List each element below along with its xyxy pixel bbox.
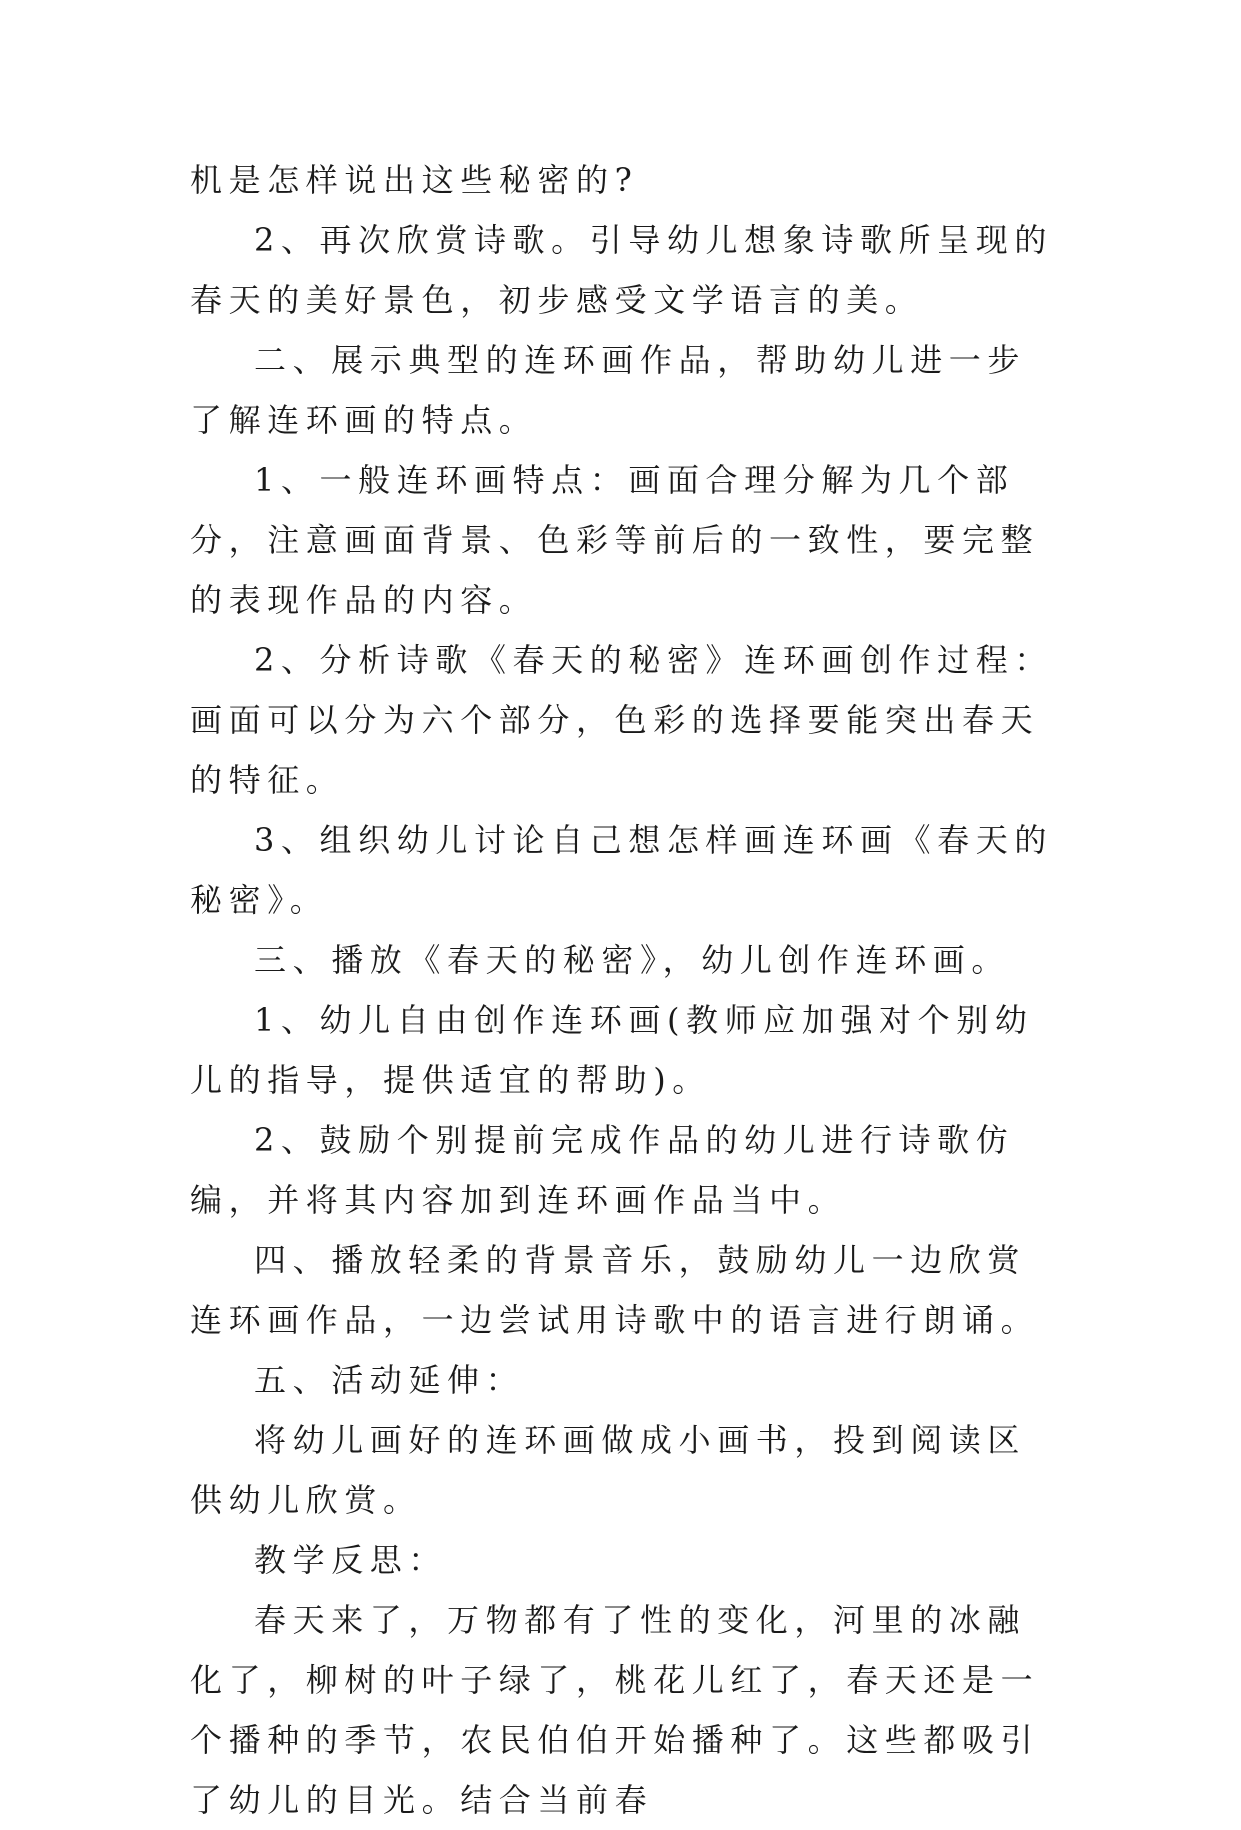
document-body bbox=[190, 150, 1060, 1830]
section-heading: 二、展示典型的连环画作品，帮助幼儿进一步了解连环画的特点。 bbox=[190, 341, 1027, 439]
paragraph: 2、再次欣赏诗歌。引导幼儿想象诗歌所呈现的春天的美好景色，初步感受文学语言的美。 bbox=[190, 221, 1053, 319]
section-heading: 五、活动延伸： bbox=[254, 1361, 525, 1399]
paragraph: 2、鼓励个别提前完成作品的幼儿进行诗歌仿编，并将其内容加到连环画作品当中。 bbox=[190, 1121, 1015, 1219]
section-heading: 三、播放《春天的秘密》，幼儿创作连环画。 bbox=[254, 941, 1011, 979]
section-heading: 教学反思： bbox=[254, 1541, 448, 1579]
paragraph-continuation: 机是怎样说出这些秘密的? bbox=[190, 161, 639, 199]
paragraph: 3、组织幼儿讨论自己想怎样画连环画《春天的秘密》。 bbox=[190, 821, 1053, 919]
paragraph: 1、一般连环画特点：画面合理分解为几个部分，注意画面背景、色彩等前后的一致性，要完整的表现作品的内容。 bbox=[190, 461, 1040, 619]
paragraph: 1、幼儿自由创作连环画(教师应加强对个别幼儿的指导，提供适宜的帮助)。 bbox=[190, 1001, 1034, 1099]
paragraph: 2、分析诗歌《春天的秘密》连环画创作过程：画面可以分为六个部分，色彩的选择要能突出春天的特征。 bbox=[190, 641, 1053, 799]
paragraph: 将幼儿画好的连环画做成小画书，投到阅读区供幼儿欣赏。 bbox=[190, 1421, 1027, 1519]
paragraph: 春天来了，万物都有了性的变化，河里的冰融化了，柳树的叶子绿了，桃花儿红了，春天还是一个播种的季节，农民伯伯开始播种了。这些都吸引了幼儿的目光。结合当前春 bbox=[190, 1601, 1040, 1819]
section-heading: 四、播放轻柔的背景音乐，鼓励幼儿一边欣赏连环画作品，一边尝试用诗歌中的语言进行朗诵。 bbox=[190, 1241, 1040, 1339]
